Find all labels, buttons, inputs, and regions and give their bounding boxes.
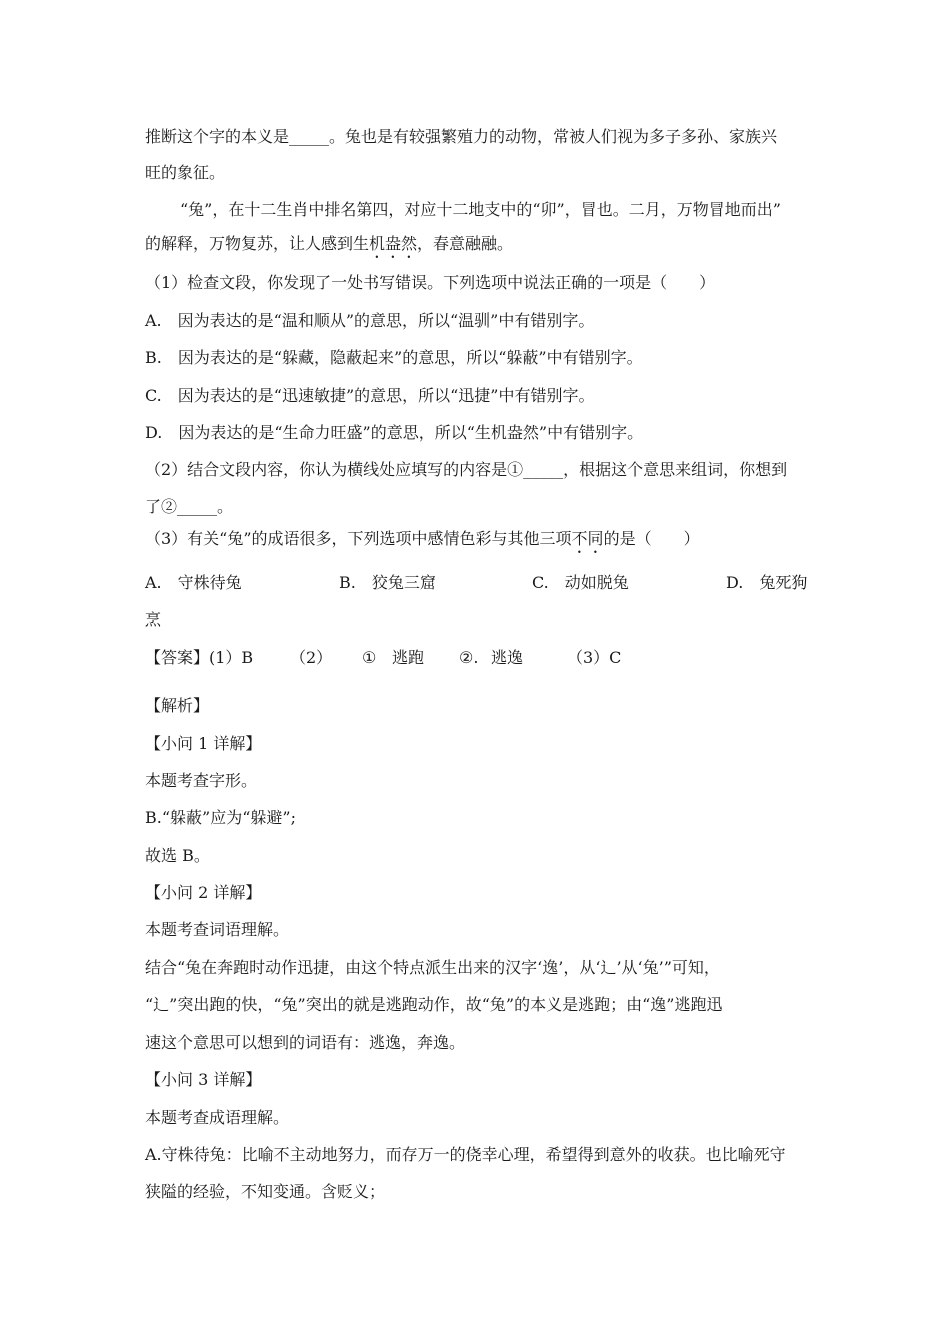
emphasized-word: 不同 bbox=[571, 529, 604, 548]
analysis-title: 【解析】 bbox=[145, 696, 210, 715]
answer-value-1: 逃跑 bbox=[392, 648, 425, 667]
answer-marker-2: ②. bbox=[459, 648, 479, 667]
subquestion-3-line-1: 本题考查成语理解。 bbox=[145, 1108, 290, 1127]
question-1-option-a: A. 因为表达的是“温和顺从”的意思，所以“温驯”中有错别字。 bbox=[145, 311, 595, 330]
subquestion-2-title: 【小问 2 详解】 bbox=[145, 883, 262, 902]
question-1-option-c: C. 因为表达的是“迅速敏捷”的意思，所以“迅捷”中有错别字。 bbox=[145, 386, 595, 405]
question-1-option-d: D. 因为表达的是“生命力旺盛”的意思，所以“生机盎然”中有错别字。 bbox=[145, 423, 644, 442]
question-3-stem-a: （3）有关“兔”的成语很多，下列选项中感情色彩与其他三项 bbox=[145, 529, 572, 548]
question-3-stem bbox=[145, 528, 700, 557]
question-1-stem: （1）检查文段，你发现了一处书写错误。下列选项中说法正确的一项是（ ） bbox=[145, 273, 716, 292]
subquestion-1-title: 【小问 1 详解】 bbox=[145, 734, 262, 753]
question-2-line-2: 了②_____。 bbox=[145, 497, 234, 516]
subquestion-2-line-3: “辶”突出跑的快，“兔”突出的就是逃跑动作，故“兔”的本义是逃跑；由“逸”逃跑迅 bbox=[145, 995, 723, 1014]
answer-part-3: （3）C bbox=[567, 648, 622, 667]
subquestion-2-line-4: 速这个意思可以想到的词语有：逃逸，奔逸。 bbox=[145, 1033, 466, 1052]
intro-line-4 bbox=[145, 233, 513, 262]
intro-line-2: 旺的象征。 bbox=[145, 163, 226, 182]
question-3-option-d: D. 兔死狗 bbox=[726, 573, 808, 592]
subquestion-2-line-2: 结合“兔在奔跑时动作迅捷，由这个特点派生出来的汉字‘逸’，从‘辶’从‘兔’”可知， bbox=[145, 958, 720, 977]
intro-line-4-a: 的解释，万物复苏，让人感到生 bbox=[145, 234, 370, 253]
subquestion-1-line-1: 本题考查字形。 bbox=[145, 771, 258, 790]
emphasized-phrase: 机盎然 bbox=[369, 234, 418, 253]
subquestion-3-line-3: 狭隘的经验，不知变通。含贬义； bbox=[145, 1182, 386, 1201]
question-3-option-b: B. 狡兔三窟 bbox=[339, 573, 436, 592]
question-3-option-c: C. 动如脱兔 bbox=[532, 573, 629, 592]
intro-line-1: 推断这个字的本义是_____。兔也是有较强繁殖力的动物，常被人们视为多子多孙、家族兴 bbox=[145, 127, 778, 146]
subquestion-3-title: 【小问 3 详解】 bbox=[145, 1070, 262, 1089]
answer-part-2: （2） bbox=[290, 648, 333, 667]
subquestion-1-line-2: B.“躲蔽”应为“躲避”; bbox=[145, 808, 296, 827]
question-2-line-1: （2）结合文段内容，你认为横线处应填写的内容是①_____，根据这个意思来组词，你想到 bbox=[145, 460, 788, 479]
subquestion-3-line-2: A.守株待兔：比喻不主动地努力，而存万一的侥幸心理，希望得到意外的收获。也比喻死守 bbox=[145, 1145, 786, 1164]
question-3-option-a: A. 守株待兔 bbox=[145, 573, 242, 592]
question-3-stem-c: 的是（ ） bbox=[603, 529, 700, 548]
subquestion-2-line-1: 本题考查词语理解。 bbox=[145, 920, 290, 939]
intro-line-4-c: ，春意融融。 bbox=[417, 234, 514, 253]
question-1-option-b: B. 因为表达的是“躲藏，隐蔽起来”的意思，所以“躲蔽”中有错别字。 bbox=[145, 348, 643, 367]
question-3-option-d-cont: 烹 bbox=[145, 610, 162, 629]
intro-line-3: “兔”，在十二生肖中排名第四，对应十二地支中的“卯”，冒也。二月，万物冒地而出” bbox=[180, 200, 781, 219]
subquestion-1-line-3: 故选 B。 bbox=[145, 846, 210, 865]
answer-label: 【答案】(1）B bbox=[145, 648, 254, 667]
answer-marker-1: ① bbox=[362, 648, 377, 667]
answer-value-2: 逃逸 bbox=[491, 648, 524, 667]
